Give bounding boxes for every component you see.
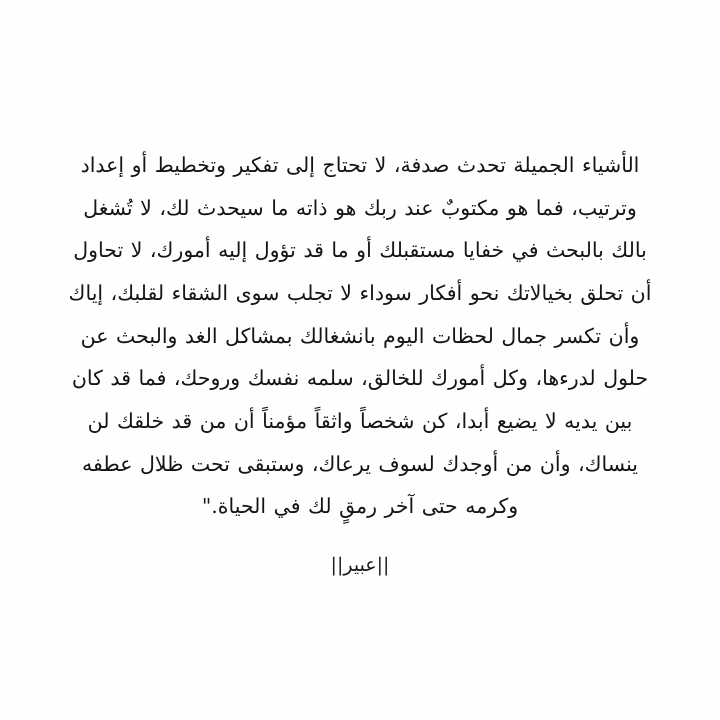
- quote-body-text: الأشياء الجميلة تحدث صدفة، لا تحتاج إلى تفكير وتخطيط أو إعداد وترتيب، فما هو مكتوبٌ عند ربك هو ذاته ما سيحدث لك، لا تُشغل بالك بالبحث في خفايا مستقبلك أو ما قد تؤول إليه أمورك، لا تحاول أن تحلق بخيالاتك نحو أفكار سوداء لا تجلب سوى الشقاء لقلبك، إياك وأن تكسر جمال لحظات اليوم بانشغالك بمشاكل الغد والبحث عن حلول لدرءها، وكل أمورك للخالق، سلمه نفسك وروحك، فما قد كان بين يديه لا يضيع أبدا، كن شخصاً واثقاً مؤمناً أن من قد خلقك لن ينساك، وأن من أوجدك لسوف يرعاك، وستبقى تحت ظلال عطفه وكرمه حتى آخر رمقٍ لك في الحياة.": [68, 153, 652, 519]
- author-signature: ||عبير||: [330, 553, 390, 576]
- quote-block: [64, 144, 656, 576]
